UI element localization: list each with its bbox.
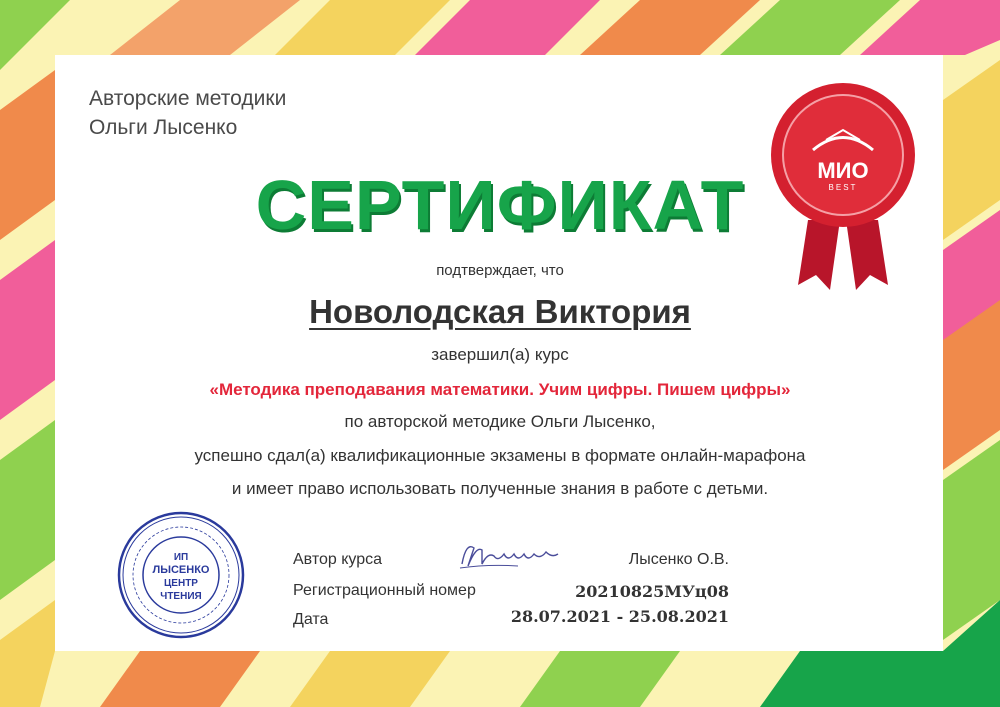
stamp-line-2: ЛЫСЕНКО — [152, 564, 210, 576]
author-line-2: Ольги Лысенко — [89, 116, 238, 139]
recipient-name — [0, 293, 1000, 331]
method-text: по авторской методике Ольги Лысенко, — [344, 412, 656, 431]
stamp-line-4: ЧТЕНИЯ — [160, 591, 202, 602]
passed-exams-text: успешно сдал(а) квалификационные экзамены в формате онлайн-марафона — [194, 446, 806, 465]
certificate-title: СЕРТИФИКАТ — [255, 166, 745, 244]
course-author-label: Автор курса — [293, 551, 383, 568]
rights-text: и имеет право использовать полученные знания в работе с детьми. — [231, 479, 769, 498]
author-methods-heading — [89, 84, 286, 142]
course-author-value: Лысенко О.В. — [628, 551, 729, 568]
seal-logo-text: МИО — [817, 158, 869, 183]
signature-icon — [458, 538, 568, 572]
confirms-text: подтверждает, что — [436, 262, 564, 279]
registration-number-label: Регистрационный номер — [293, 582, 476, 599]
author-line-1: Авторские методики — [89, 87, 287, 110]
stamp-line-3: ЦЕНТР — [164, 578, 198, 589]
seal-logo-sub: BEST — [828, 183, 858, 192]
date-label: Дата — [293, 611, 329, 628]
registration-number-value: 20210825МУц08 — [575, 582, 729, 601]
completed-course-text: завершил(а) курс — [431, 345, 569, 364]
course-title: «Методика преподавания математики. Учим цифры. Пишем цифры» — [209, 380, 791, 399]
stamp-line-1: ИП — [173, 552, 189, 563]
recipient-name-text: Новолодская Виктория — [309, 293, 691, 330]
round-stamp-icon — [116, 510, 246, 640]
date-value: 28.07.2021 - 25.08.2021 — [510, 607, 729, 626]
